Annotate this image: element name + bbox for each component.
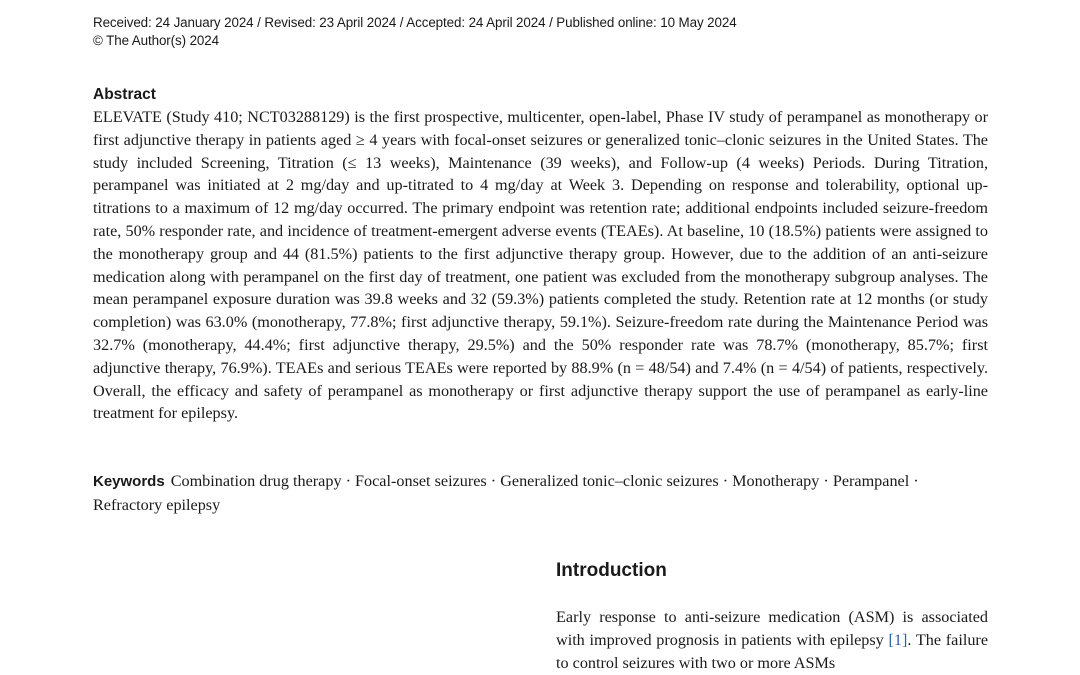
introduction-section	[556, 558, 988, 674]
article-history	[93, 14, 737, 50]
keywords-label: Keywords	[93, 473, 165, 490]
introduction-heading: Introduction	[556, 560, 667, 581]
introduction-text-end: . The failure to control seizures with two or more ASMs	[556, 630, 988, 672]
copyright-notice: © The Author(s) 2024	[93, 33, 219, 48]
introduction-text-start: Early response to anti-seizure medication (ASM) is associated with improved prognosis in patients with epilepsy	[556, 608, 988, 649]
abstract-section	[93, 84, 988, 425]
abstract-heading: Abstract	[93, 86, 156, 103]
abstract-body: ELEVATE (Study 410; NCT03288129) is the first prospective, multicenter, open-label, Phase IV study of perampanel as monotherapy or first adjunctive therapy in patients aged ≥ 4 years with focal-onset seizures or generalized tonic–clonic seizures in the United States. The study included Screening, Titration (≤ 13 weeks), Maintenance (39 weeks), and Follow-up (4 weeks) Periods. During Titration, perampanel was initiated at 2 mg/day and up-titrated to 4 mg/day at Week 3. Depending on response and tolerability, optional up-titrations to a maximum of 12 mg/day occurred. The primary endpoint was retention rate; additional endpoints included seizure-freedom rate, 50% responder rate, and incidence of treatment-emergent adverse events (TEAEs). At baseline, 10 (18.5%) patients were assigned to the monotherapy group and 44 (81.5%) patients to the first adjunctive therapy group. However, due to the addition of an anti-seizure medication along with perampanel on the first day of treatment, one patient was excluded from the monotherapy subgroup analyses. The mean perampanel exposure duration was 39.8 weeks and 32 (59.3%) patients completed the study. Retention rate at 12 months (or study completion) was 63.0% (monotherapy, 77.8%; first adjunctive therapy, 59.1%). Seizure-freedom rate during the Maintenance Period was 32.7% (monotherapy, 44.4%; first adjunctive therapy, 29.5%) and the 50% responder rate was 78.7% (monotherapy, 85.7%; first adjunctive therapy, 76.9%). TEAEs and serious TEAEs were reported by 88.9% (n = 48/54) and 7.4% (n = 4/54) of patients, respectively. Overall, the efficacy and safety of perampanel as monotherapy or first adjunctive therapy support the use of perampanel as early-line treatment for epilepsy.	[93, 108, 988, 423]
keywords-list: Combination drug therapy · Focal-onset seizures · Generalized tonic–clonic seizures · Monotherapy · Perampanel · Refractory epilepsy	[93, 472, 919, 514]
keywords-section	[93, 470, 988, 517]
introduction-body	[556, 606, 988, 674]
article-dates: Received: 24 January 2024 / Revised: 23 April 2024 / Accepted: 24 April 2024 / Published online: 10 May 2024	[93, 15, 737, 30]
citation-link[interactable]: [1]	[888, 630, 908, 649]
